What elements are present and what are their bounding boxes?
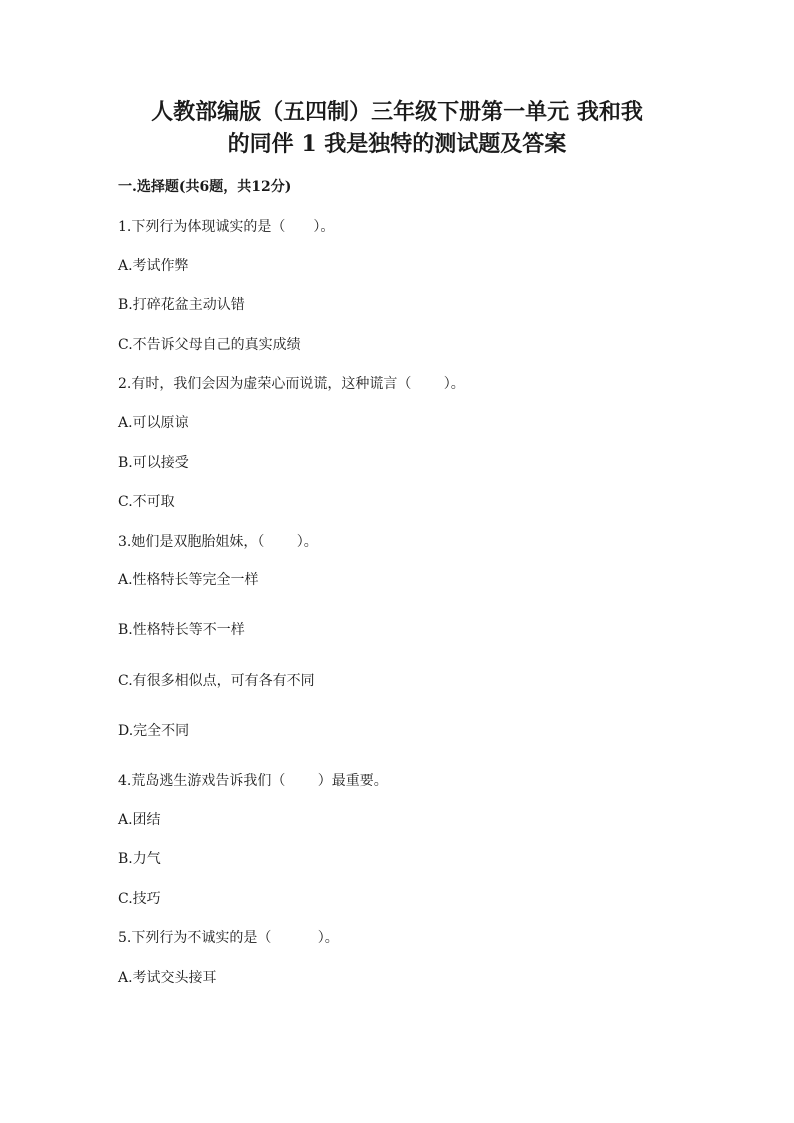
question-3-option-c: C.有很多相似点，可有各有不同 [118, 673, 315, 689]
question-2-stem: 2.有时，我们会因为虚荣心而说谎，这种谎言（ ）。 [118, 376, 465, 392]
question-3-option-b: B.性格特长等不一样 [118, 622, 245, 638]
question-1-option-a: A.考试作弊 [118, 258, 189, 274]
question-5-stem: 5.下列行为不诚实的是（ ）。 [118, 930, 339, 946]
section-heading: 一.选择题(共6题，共12分) [118, 179, 292, 195]
question-3-option-d: D.完全不同 [118, 723, 190, 739]
question-1-option-c: C.不告诉父母自己的真实成绩 [118, 337, 301, 353]
question-2-option-b: B.可以接受 [118, 455, 189, 471]
document-title-line-1: 人教部编版（五四制）三年级下册第一单元 我和我 [151, 99, 643, 125]
question-4-option-c: C.技巧 [118, 891, 161, 907]
question-4-option-b: B.力气 [118, 851, 161, 867]
question-3-stem: 3.她们是双胞胎姐妹，（ ）。 [118, 534, 318, 550]
question-4-stem: 4.荒岛逃生游戏告诉我们（ ）最重要。 [118, 773, 388, 789]
question-4-option-a: A.团结 [118, 812, 161, 828]
question-5-option-a: A.考试交头接耳 [118, 970, 217, 986]
question-1-stem: 1.下列行为体现诚实的是（ ）。 [118, 219, 335, 235]
question-2-option-c: C.不可取 [118, 494, 175, 510]
document-title-line-2: 的同伴 1 我是独特的测试题及答案 [227, 131, 567, 157]
question-3-option-a: A.性格特长等完全一样 [118, 572, 259, 588]
question-1-option-b: B.打碎花盆主动认错 [118, 297, 245, 313]
question-2-option-a: A.可以原谅 [118, 415, 189, 431]
